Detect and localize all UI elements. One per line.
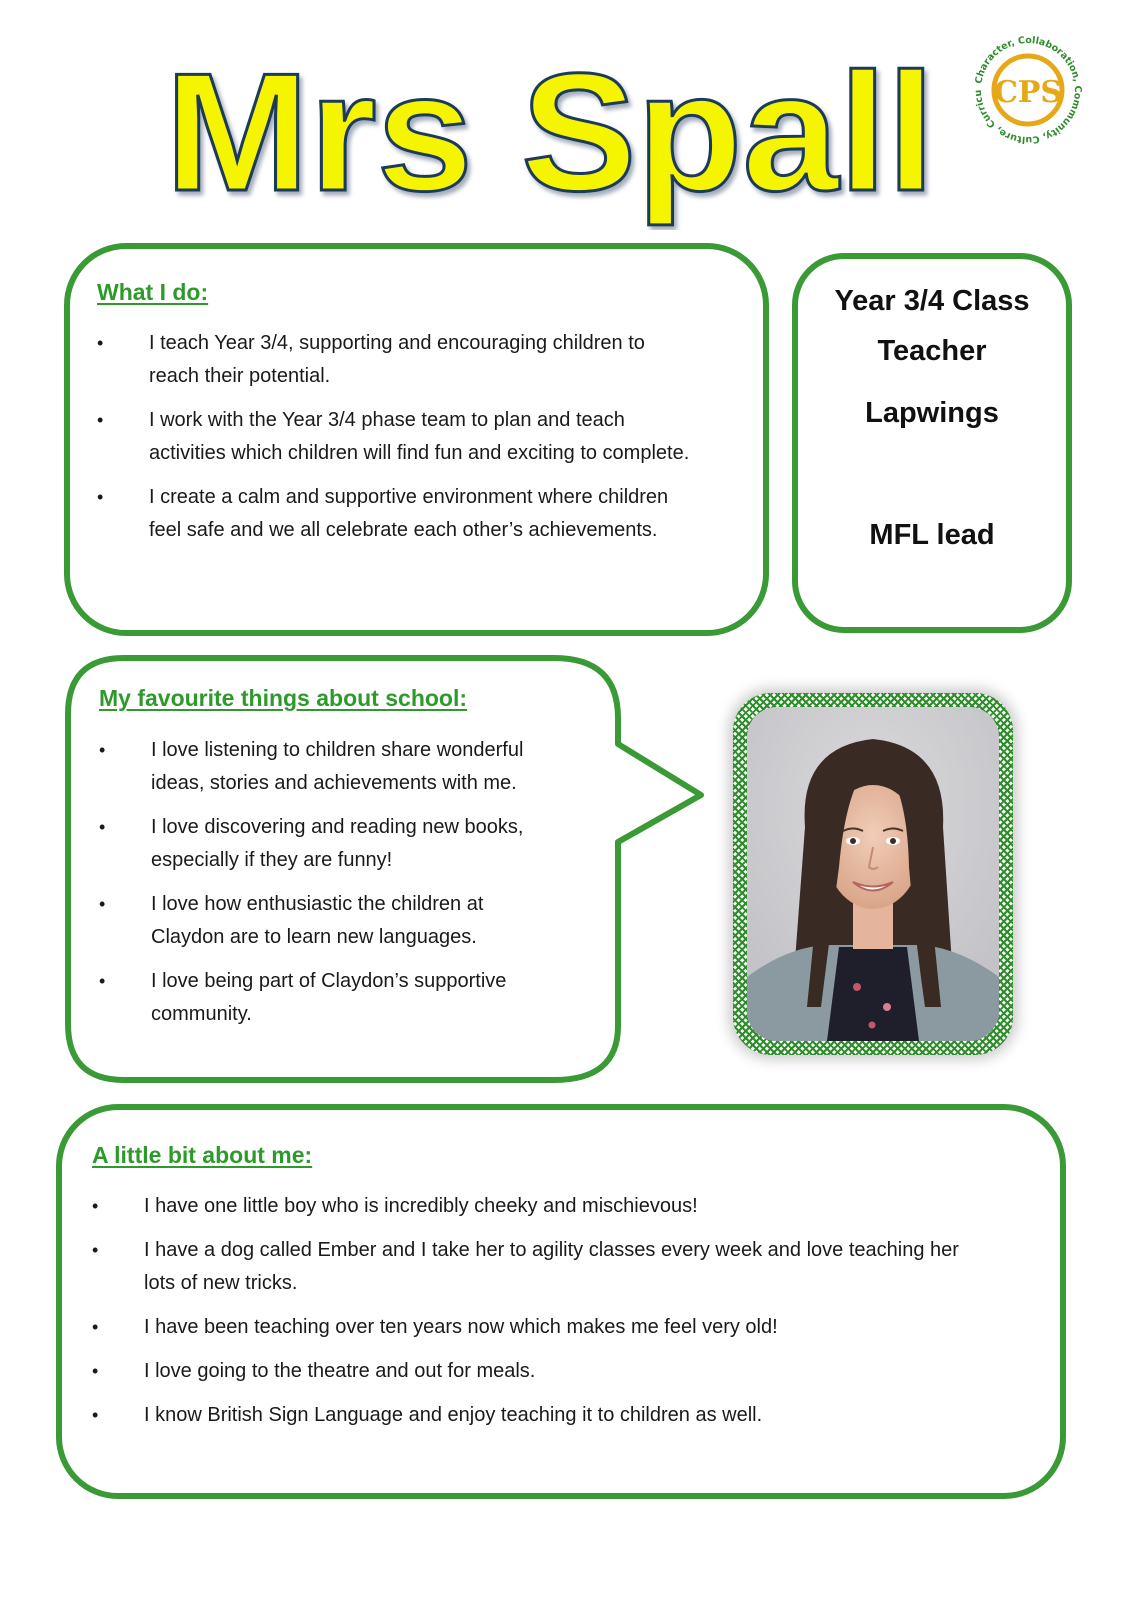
role-box (792, 253, 1072, 633)
list-item: • I love listening to children share wonderful ideas, stories and achievements with me. (99, 734, 559, 800)
teacher-photo (747, 707, 999, 1041)
school-logo (968, 30, 1088, 150)
teacher-photo-frame (733, 693, 1013, 1055)
list-item: • I have a dog called Ember and I take her to agility classes every week and love teaching her lots of new tricks. (92, 1234, 992, 1300)
list-item: • I have been teaching over ten years now which makes me feel very old! (92, 1311, 992, 1344)
list-item: • I teach Year 3/4, supporting and encouraging children to reach their potential. (97, 327, 697, 393)
list-item: • I have one little boy who is incredibly cheeky and mischievous! (92, 1190, 992, 1223)
page-title (150, 40, 950, 230)
page-title-text: Mrs Spall (165, 40, 935, 226)
what-i-do-list (97, 327, 697, 558)
list-item: • I work with the Year 3/4 phase team to plan and teach activities which children will find fun and exciting to complete. (97, 404, 697, 470)
favourite-things-bubble (64, 654, 704, 1084)
list-item: • I create a calm and supportive environment where children feel safe and we all celebrate each other’s achievements. (97, 481, 697, 547)
list-item: • I love being part of Claydon’s supportive community. (99, 965, 559, 1031)
list-item: • I know British Sign Language and enjoy teaching it to children as well. (92, 1399, 992, 1432)
list-item: • I love discovering and reading new books, especially if they are funny! (99, 811, 559, 877)
logo-monogram: CPS (993, 75, 1063, 110)
about-me-box (56, 1104, 1066, 1499)
about-me-list (92, 1190, 992, 1443)
what-i-do-box (64, 243, 769, 636)
role-title: Teacher (877, 335, 987, 367)
favourite-things-list (99, 734, 559, 1042)
favourite-things-heading: My favourite things about school: (99, 685, 468, 711)
role-class-name: Lapwings (865, 397, 999, 429)
role-subject-lead: MFL lead (869, 519, 995, 551)
list-item: • I love going to the theatre and out for meals. (92, 1355, 992, 1388)
what-i-do-heading: What I do: (97, 279, 209, 305)
logo-ring-text: Character, Collaboration, Community, Culture, Curricu (972, 34, 1084, 146)
list-item: • I love how enthusiastic the children at Claydon are to learn new languages. (99, 888, 559, 954)
about-me-heading: A little bit about me: (92, 1142, 313, 1168)
role-class: Year 3/4 Class (834, 285, 1030, 317)
